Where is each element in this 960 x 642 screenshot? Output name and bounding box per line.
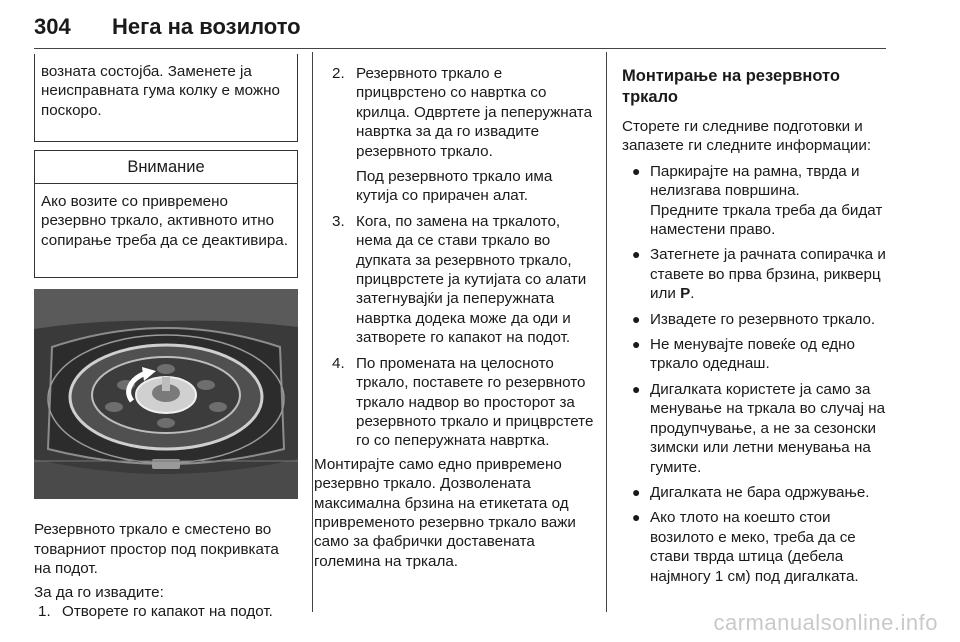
bullet-item	[622, 245, 890, 303]
step-number: 4.	[332, 354, 345, 372]
page-number: 304	[34, 14, 71, 39]
bullet-dot: ●	[632, 380, 641, 397]
step-text: Отворете го капакот на подот.	[62, 603, 273, 621]
steps-list-1	[34, 602, 298, 621]
bullet-dot: ●	[632, 483, 641, 500]
step-2-note: Под резервното тркало има кутија со прирачен алат.	[356, 168, 553, 205]
column-3	[622, 66, 890, 592]
bullet-text: Ако тлото на коешто стои возилото е меко, треба да се стави тврда штица (дебела најмногу 1 см) под дигалката.	[650, 509, 859, 585]
column-divider-1	[312, 52, 313, 612]
bullet-dot: ●	[632, 336, 641, 353]
step-number: 3.	[332, 212, 345, 230]
step-text: По промената на целосното тркало, поставете го резервното тркало надвор во просторот за резервното тркало и прицврстете го со пеперужната навртка.	[356, 354, 594, 450]
bullet-item	[622, 483, 890, 502]
bullet-text: Не менувајте повеќе од едно тркало одеднаш.	[650, 336, 856, 373]
bullet-dot: ●	[632, 310, 641, 327]
header-rule	[34, 48, 886, 49]
gear-letter: P	[680, 285, 691, 303]
bullet-dot: ●	[632, 162, 641, 179]
illustration-caption: Резервното тркало е сместено во товарниот простор под покривката на подот.	[34, 521, 279, 578]
page-title: Нега на возилото	[112, 14, 301, 39]
step-text: Резервното тркало е прицврстено со навртка со крилца. Одвртете ја пеперужната навртка за да го извадите резервното тркало.	[356, 65, 593, 160]
warning-text: Ако возите со привремено резервно тркало, активното итно сопирање треба да се деактивира.	[41, 193, 288, 249]
watermark: carmanualsonline.info	[713, 610, 938, 635]
warning-box	[34, 150, 298, 278]
bullet-dot: ●	[632, 246, 641, 263]
bullet-item	[622, 310, 890, 329]
continued-warning-box	[34, 54, 298, 142]
step-1	[34, 602, 298, 621]
bullet-text: Извадете го резервното тркало.	[650, 310, 876, 328]
bullet-item	[622, 162, 890, 240]
bullet-text: Паркирајте на рамна, тврда и нелизгава површина.	[650, 162, 860, 200]
step-text: Кога, по замена на тркалото, нема да се стави тркало во дупката за резервното тркало, прицврстете ја кутијата со алати затегнувајќи ја пеперужната навртка додека може да оди и затворете го капакот на подот.	[356, 212, 587, 347]
bullet-tail: .	[690, 285, 695, 303]
section-intro: Сторете ги следниве подготовки и запазете ги следните информации:	[622, 118, 872, 155]
step-3	[328, 212, 594, 348]
warning-heading: Внимание	[35, 151, 297, 184]
step-number: 2.	[332, 65, 345, 82]
bullet-extra: Предните тркала треба да бидат наместени право.	[650, 201, 883, 239]
column-1	[34, 54, 298, 621]
bullet-list	[622, 162, 890, 586]
column-divider-2	[606, 52, 607, 612]
column-2	[314, 64, 594, 571]
steps-list-2	[328, 64, 594, 451]
bullet-text: Затегнете ја рачната сопирачка и ставете во прва брзина, рикверц или	[650, 246, 886, 303]
closing-paragraph: Монтирајте само едно привремено резервно тркало. Дозволената максимална брзина на етикетата од привременото резервно тркало важи само за фабрички доставената големина на тркала.	[314, 455, 576, 570]
step-4	[328, 354, 594, 451]
step-2	[328, 64, 594, 206]
step-number: 1.	[38, 603, 51, 621]
bullet-text: Дигалката не бара одржување.	[650, 483, 870, 501]
spare-wheel-illustration	[34, 289, 298, 499]
bullet-dot: ●	[632, 509, 641, 526]
bullet-item	[622, 380, 890, 477]
continued-warning-text: возната состојба. Заменете ја неисправната гума колку е можно поскоро.	[41, 63, 280, 119]
section-heading: Монтирање на резервното тркало	[622, 67, 840, 106]
bullet-item	[622, 508, 890, 586]
bullet-item	[622, 335, 890, 374]
instructions-intro: За да го извадите:	[34, 583, 164, 601]
bullet-text: Дигалката користете ја само за менување на тркала во случај на продупчување, а не за сезонски зимски или летни менувања на гумите.	[650, 380, 886, 476]
